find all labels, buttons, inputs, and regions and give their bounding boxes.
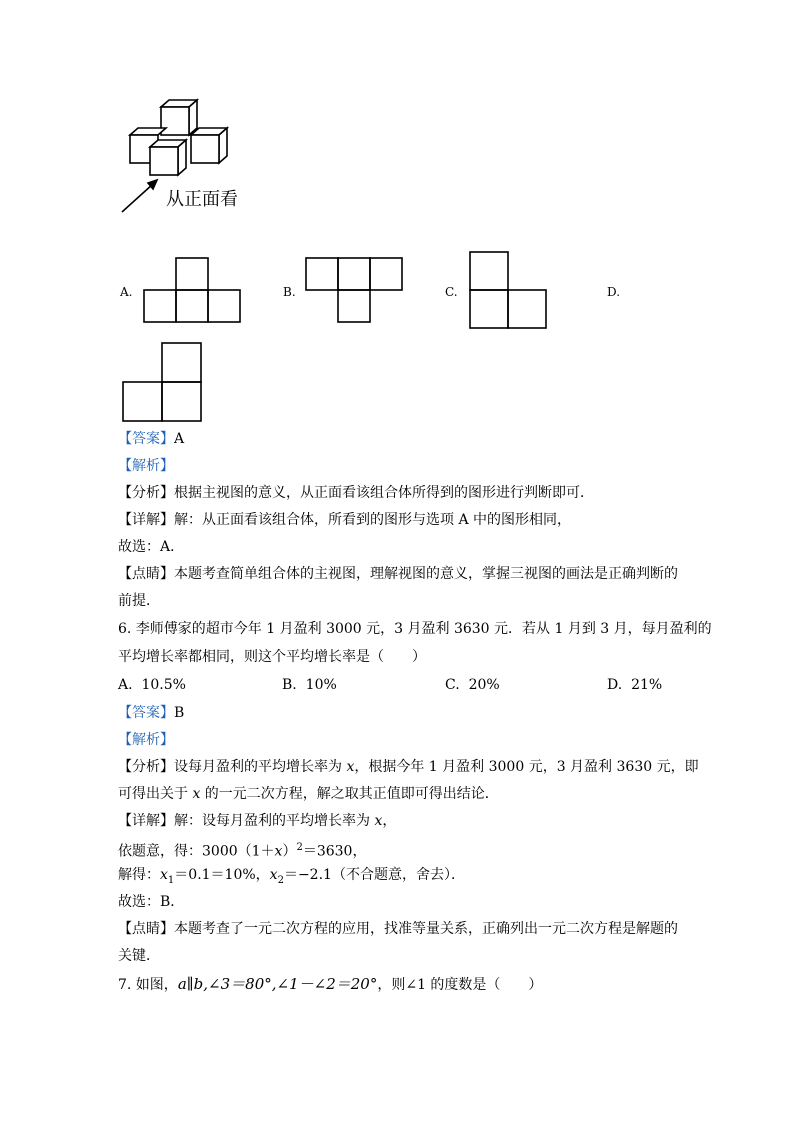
- q6-solution-line: [118, 865, 465, 891]
- q6-analysis-line: [118, 730, 174, 750]
- q6-dianjing-tag: 【点睛】: [118, 921, 174, 937]
- dianjing-tag: 【点睛】: [118, 566, 174, 582]
- q5-dianjing-line1: [118, 564, 678, 584]
- q7-stem-line: [118, 974, 542, 995]
- option-b-figure: [305, 257, 403, 323]
- dianjing-text: 本题考查简单组合体的主视图，理解视图的意义，掌握三视图的画法是正确判断的: [174, 566, 678, 582]
- q6-fenxi-text-c: 可得出关于: [118, 786, 193, 802]
- q5-analysis-line: [118, 456, 174, 476]
- q5-choose-line: 故选：A．: [118, 539, 185, 555]
- q6-dianjing-line2: 关键．: [118, 948, 160, 964]
- answer-value: A: [174, 431, 185, 447]
- q6-fenxi-line1: [118, 757, 699, 777]
- q6-xiangjie-end: ，: [382, 813, 397, 829]
- q6-fenxi-line2: [118, 784, 499, 804]
- option-a-label: A.: [120, 285, 133, 299]
- q6-analysis-tag: 【解析】: [118, 732, 174, 748]
- q6-choose-line: 故选：B．: [118, 894, 185, 910]
- variable-x: x: [346, 759, 355, 775]
- x1-value: ＝0.1＝10%，: [174, 867, 270, 883]
- q6-dianjing-text: 本题考查了一元二次方程的应用，找准等量关系，正确列出一元二次方程是解题的: [174, 921, 678, 937]
- q6-xiangjie-text: 解：设每月盈利的平均增长率为: [174, 813, 375, 829]
- option-d-figure: [122, 342, 202, 422]
- q6-xiangjie-tag: 【详解】: [118, 813, 174, 829]
- analysis-tag: 【解析】: [118, 458, 174, 474]
- q6-fenxi-text-d: 的一元二次方程，解之取其正值即可得出结论．: [200, 786, 499, 802]
- q6-choice-b: [282, 675, 337, 695]
- choice-a-value: 10.5%: [141, 677, 186, 693]
- option-c-label: C.: [445, 285, 458, 299]
- q6-fenxi-text-b: ，根据今年 1 月盈利 3000 元，3 月盈利 3630 元，即: [354, 759, 699, 775]
- choice-a-label: A.: [118, 677, 133, 693]
- q6-xiangjie-line: [118, 811, 396, 831]
- q6-equation-line: [118, 838, 366, 862]
- front-view-caption: 从正面看: [166, 189, 238, 210]
- variable-x: x: [374, 813, 383, 829]
- q5-answer-line: [118, 429, 184, 449]
- equation-suffix: ）: [282, 843, 297, 860]
- q6-answer-line: [118, 703, 184, 723]
- q6-choice-c: [445, 675, 500, 695]
- equation-rhs: ＝3630，: [302, 843, 367, 860]
- variable-x: x: [269, 867, 278, 883]
- equation-exponent: 2: [296, 842, 303, 853]
- variable-x: x: [192, 786, 201, 802]
- x2-subscript: 2: [277, 874, 284, 886]
- q7-formula: a∥b,∠3＝80°,∠1－∠2＝20°: [177, 975, 378, 993]
- q7-prefix: 7. 如图，: [118, 977, 178, 993]
- q6-fenxi-tag: 【分析】: [118, 759, 174, 775]
- choice-c-value: 20%: [468, 677, 500, 693]
- variable-x: x: [274, 843, 283, 860]
- q6-dianjing-line1: [118, 919, 678, 939]
- equation-prefix: 依题意，得：3000（1＋: [118, 843, 275, 860]
- choice-b-label: B.: [282, 677, 297, 693]
- q5-xiangjie-line: [118, 510, 571, 530]
- x2-value: ＝−2.1（不合题意，舍去）．: [283, 867, 465, 883]
- choice-b-value: 10%: [305, 677, 337, 693]
- option-a-figure: [143, 257, 241, 323]
- q6-stem-line2: 平均增长率都相同，则这个平均增长率是（ ）: [118, 649, 426, 665]
- choice-d-value: 21%: [631, 677, 663, 693]
- option-c-figure: [469, 251, 547, 329]
- q5-fenxi-line: [118, 483, 594, 503]
- q7-suffix: ，则∠1 的度数是（ ）: [377, 977, 543, 993]
- q6-answer-value: B: [174, 705, 185, 721]
- option-d-label: D.: [607, 285, 621, 299]
- q6-choice-d: [607, 675, 662, 695]
- choice-d-label: D.: [607, 677, 623, 693]
- q6-answer-tag: 【答案】: [118, 705, 174, 721]
- variable-x: x: [160, 867, 168, 883]
- q5-dianjing-line2: 前提．: [118, 593, 160, 609]
- choice-c-label: C.: [445, 677, 460, 693]
- solution-prefix: 解得：: [118, 867, 160, 883]
- q6-choice-a: [118, 675, 186, 695]
- q6-stem-line1: 6. 李师傅家的超市今年 1 月盈利 3000 元，3 月盈利 3630 元．若从 1 月到 3 月，每月盈利的: [118, 621, 712, 637]
- x1-subscript: 1: [167, 874, 175, 886]
- q6-fenxi-text-a: 设每月盈利的平均增长率为: [174, 759, 347, 775]
- answer-tag: 【答案】: [118, 431, 174, 447]
- xiangjie-tag: 【详解】: [118, 512, 174, 528]
- xiangjie-text: 解：从正面看该组合体，所看到的图形与选项 A 中的图形相同，: [174, 512, 572, 528]
- option-b-label: B.: [283, 285, 296, 299]
- fenxi-tag: 【分析】: [118, 485, 174, 501]
- fenxi-text: 根据主视图的意义，从正面看该组合体所得到的图形进行判断即可．: [174, 485, 594, 501]
